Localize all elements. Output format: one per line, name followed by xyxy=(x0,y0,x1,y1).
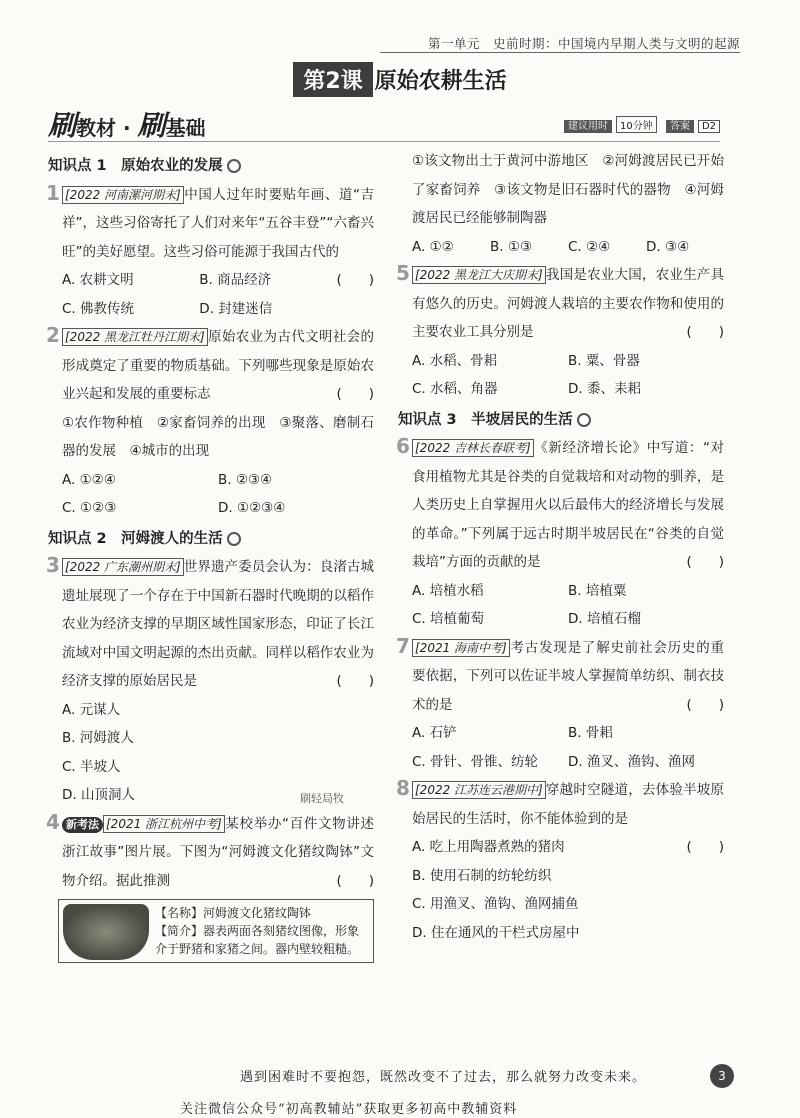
question-7: 7 [2021 海南中考] 考古发现是了解史前社会历史的重要依据，下列可以佐证半坡人掌握简单纺织、制衣技术的是 ( ) xyxy=(396,633,724,713)
source-footer: 关注微信公众号“初高教辅站”获取更多初高中教辅资料 xyxy=(180,1102,518,1117)
page-number: 3 xyxy=(710,1064,734,1088)
question-4-options: A. ①② B. ①③ C. ②④ D. ③④ xyxy=(412,238,690,255)
new-method-badge: 新考法 xyxy=(62,817,103,833)
question-1-options: A. 农耕文明 B. 商品经济 C. 佛教传统 D. 封建迷信 xyxy=(62,272,273,317)
question-4: 4 新考法 [2021 浙江杭州中考] 某校举办“百件文物讲述浙江故事”图片展。下图为“河姆渡文化猪纹陶钵”文物介绍。据此推测 ( ) xyxy=(46,809,374,889)
mascot-icon: 刷轻局牧 xyxy=(300,792,344,805)
question-1: 1 [2022 河南漯河期末] 中国人过年时要贴年画、道“吉祥”，这些习俗寄托了人们对来年“五谷丰登”“六畜兴旺”的美好愿望。这些习俗可能源于我国古代的 ( ) xyxy=(46,180,374,288)
section-divider xyxy=(48,141,720,142)
question-6-options: A. 培植水稻 B. 培植粟 C. 培植葡萄 D. 培植石榴 xyxy=(412,582,641,627)
check-icon xyxy=(227,159,241,173)
knowledge-point-3: 知识点 3 半坡居民的生活 xyxy=(398,406,724,435)
question-4-items: ①该文物出土于黄河中游地区 ②河姆渡居民已开始了家畜饲养 ③该文物是旧石器时代的器物 ④河姆渡居民已经能够制陶器 xyxy=(412,153,724,226)
header-rule xyxy=(380,52,740,53)
knowledge-point-2: 知识点 2 河姆渡人的生活 xyxy=(48,525,374,554)
motto-footer: 遇到困难时不要抱怨，既然改变不了过去，那么就努力改变未来。 xyxy=(240,1070,647,1085)
question-5: 5 [2022 黑龙江大庆期末] 我国是农业大国，农业生产具有悠久的历史。河姆渡人栽培的主要农作物和使用的主要农业工具分别是 ( ) xyxy=(396,261,724,340)
question-3-options: A. 元谋人 B. 河姆渡人 C. 半坡人 D. 山顶洞人 xyxy=(62,701,135,803)
artifact-desc: 【简介】器表两面各刻猪纹图像，形象介于野猪和家猪之间。器内壁较粗糙。 xyxy=(155,924,360,956)
lesson-title xyxy=(0,62,800,97)
lesson-number: 第2课 xyxy=(293,62,372,97)
question-5-options: A. 水稻、骨耜 B. 粟、骨器 C. 水稻、角器 D. 黍、耒耜 xyxy=(412,352,641,397)
running-header: 第一单元 史前时期：中国境内早期人类与文明的起源 xyxy=(427,36,740,51)
lesson-name: 原始农耕生活 xyxy=(374,69,507,94)
pottery-bowl-image xyxy=(63,904,149,960)
question-2-options: A. ①②④ B. ②③④ C. ①②③ D. ①②③④ xyxy=(62,471,286,516)
check-icon xyxy=(227,532,241,546)
right-column xyxy=(398,147,724,947)
question-3: 3 [2022 广东潮州期末] 世界遗产委员会认为：良渚古城遗址展现了一个存在于中国新石器时代晚期的以稻作农业为经济支撑的早期区域性国家形态，印证了长江流域对中国文明起源的杰出贡献。同样以稻作农业为经济支撑的原始居民是 ( ) xyxy=(46,553,374,689)
question-2: 2 [2022 黑龙江牡丹江期末] 原始农业为古代文明社会的形成奠定了重要的物质基础。下列哪些现象是原始农业兴起和发展的重要标志 ( ) ①农作物种植 ②家畜饲养的出现 ③聚落、磨制石器的发展 ④城市的出现 xyxy=(46,323,374,459)
question-8: 8 [2022 江苏连云港期中] 穿越时空隧道，去体验半坡原始居民的生活时，你不能体验到的是 ( ) xyxy=(396,776,724,855)
knowledge-point-1: 知识点 1 原始农业的发展 xyxy=(48,152,374,181)
question-6: 6 [2022 吉林长春联考] 《新经济增长论》中写道：“对食用植物尤其是谷类的自觉栽培和对动物的驯养，是人类历史上自掌握用火以后最伟大的经济增长与发展的革命。”下列属于远古时期半坡居民在“谷类的自觉栽培”方面的贡献的是 ( ) xyxy=(396,434,724,570)
left-column xyxy=(48,150,374,963)
meta-info: 建议用时 10分钟 答案 D2 xyxy=(564,116,720,133)
section-label: 刷教材 · 刷基础 xyxy=(48,109,206,142)
artifact-name: 【名称】河姆渡文化猪纹陶钵 xyxy=(155,906,312,920)
artifact-card xyxy=(58,899,374,963)
check-icon xyxy=(577,413,591,427)
question-7-options: A. 石铲 B. 骨耜 C. 骨针、骨锥、纺轮 D. 渔叉、渔钩、渔网 xyxy=(412,725,695,770)
question-8-options: A. 吃上用陶器煮熟的猪肉 B. 使用石制的纺轮纺织 C. 用渔叉、渔钩、渔网捕鱼 D. 住在通风的干栏式房屋中 xyxy=(412,839,580,941)
